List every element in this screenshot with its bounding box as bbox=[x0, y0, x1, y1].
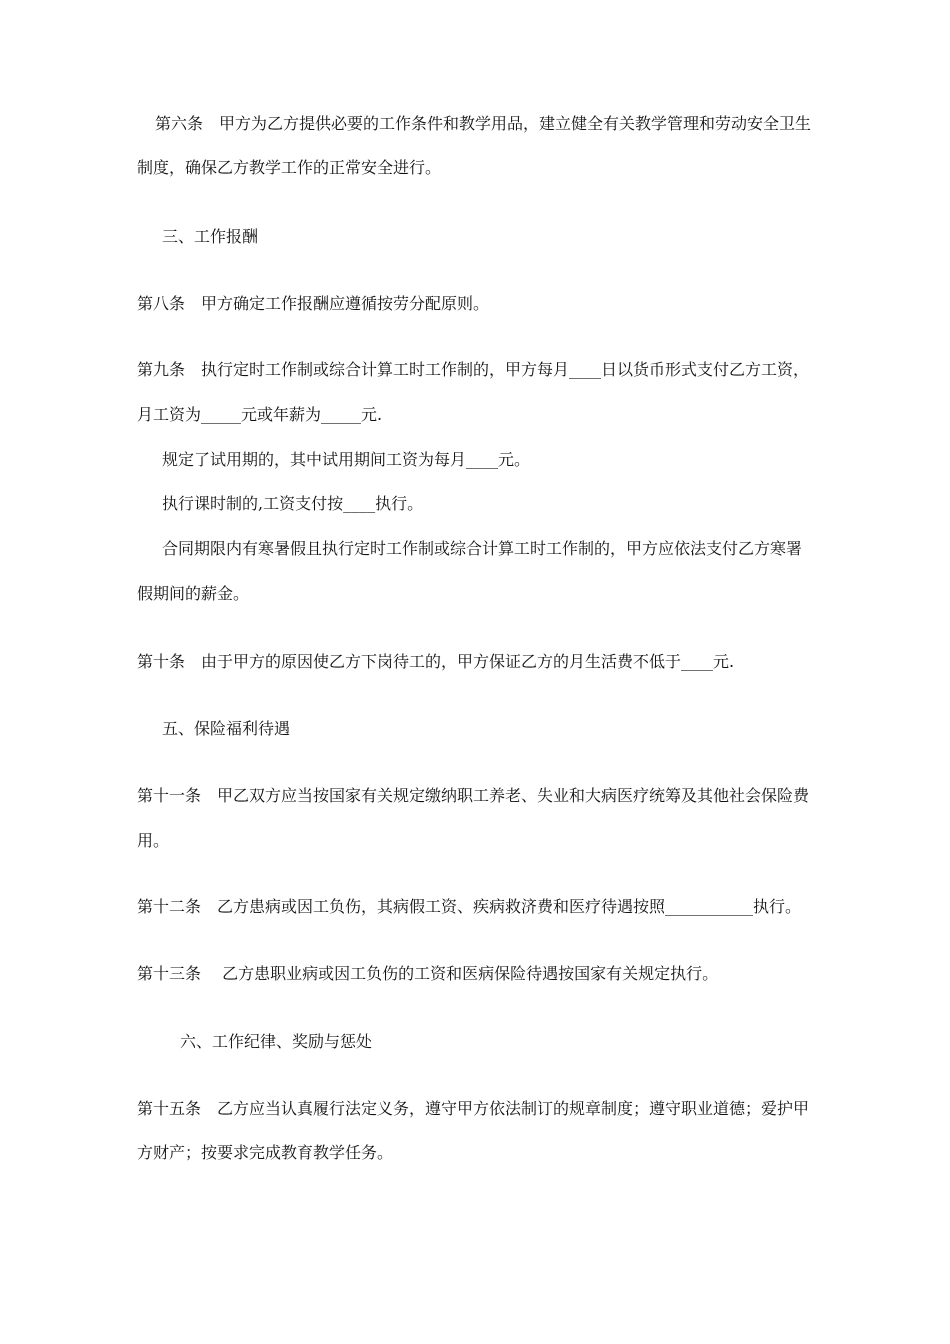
section-3-heading: 三、工作报酬 bbox=[162, 227, 259, 246]
article-9-vacation-line-2: 假期间的薪金。 bbox=[137, 584, 250, 603]
article-9-line-2: 月工资为_____元或年薪为_____元. bbox=[137, 405, 383, 424]
article-9-probation: 规定了试用期的，其中试用期间工资为每月____元。 bbox=[162, 450, 531, 469]
article-10: 第十条 由于甲方的原因使乙方下岗待工的，甲方保证乙方的月生活费不低于____元. bbox=[137, 652, 735, 671]
article-9-line-1: 第九条 执行定时工作制或综合计算工时工作制的，甲方每月____日以货币形式支付乙方工资， bbox=[137, 360, 810, 379]
article-12: 第十二条 乙方患病或因工负伤，其病假工资、疾病救济费和医疗待遇按照___________执行。 bbox=[137, 897, 802, 916]
article-11-line-2: 用。 bbox=[137, 831, 170, 850]
article-9-class-hours: 执行课时制的,工资支付按____执行。 bbox=[162, 494, 424, 513]
article-13: 第十三条 乙方患职业病或因工负伤的工资和医病保险待遇按国家有关规定执行。 bbox=[137, 964, 719, 983]
article-15-line-2: 方财产；按要求完成教育教学任务。 bbox=[137, 1143, 394, 1162]
article-9-vacation-line-1: 合同期限内有寒暑假且执行定时工作制或综合计算工时工作制的，甲方应依法支付乙方寒署 bbox=[162, 539, 803, 558]
section-6-heading: 六、工作纪律、奖励与惩处 bbox=[180, 1032, 373, 1051]
article-6-line-1: 第六条 甲方为乙方提供必要的工作条件和教学用品，建立健全有关教学管理和劳动安全卫生 bbox=[155, 114, 812, 133]
article-15-line-1: 第十五条 乙方应当认真履行法定义务，遵守甲方依法制订的规章制度；遵守职业道德；爱护甲 bbox=[137, 1099, 810, 1118]
article-11-line-1: 第十一条 甲乙双方应当按国家有关规定缴纳职工养老、失业和大病医疗统筹及其他社会保险费 bbox=[137, 786, 810, 805]
article-6-line-2: 制度，确保乙方教学工作的正常安全进行。 bbox=[137, 158, 442, 177]
article-8: 第八条 甲方确定工作报酬应遵循按劳分配原则。 bbox=[137, 294, 490, 313]
section-5-heading: 五、保险福利待遇 bbox=[162, 719, 291, 738]
